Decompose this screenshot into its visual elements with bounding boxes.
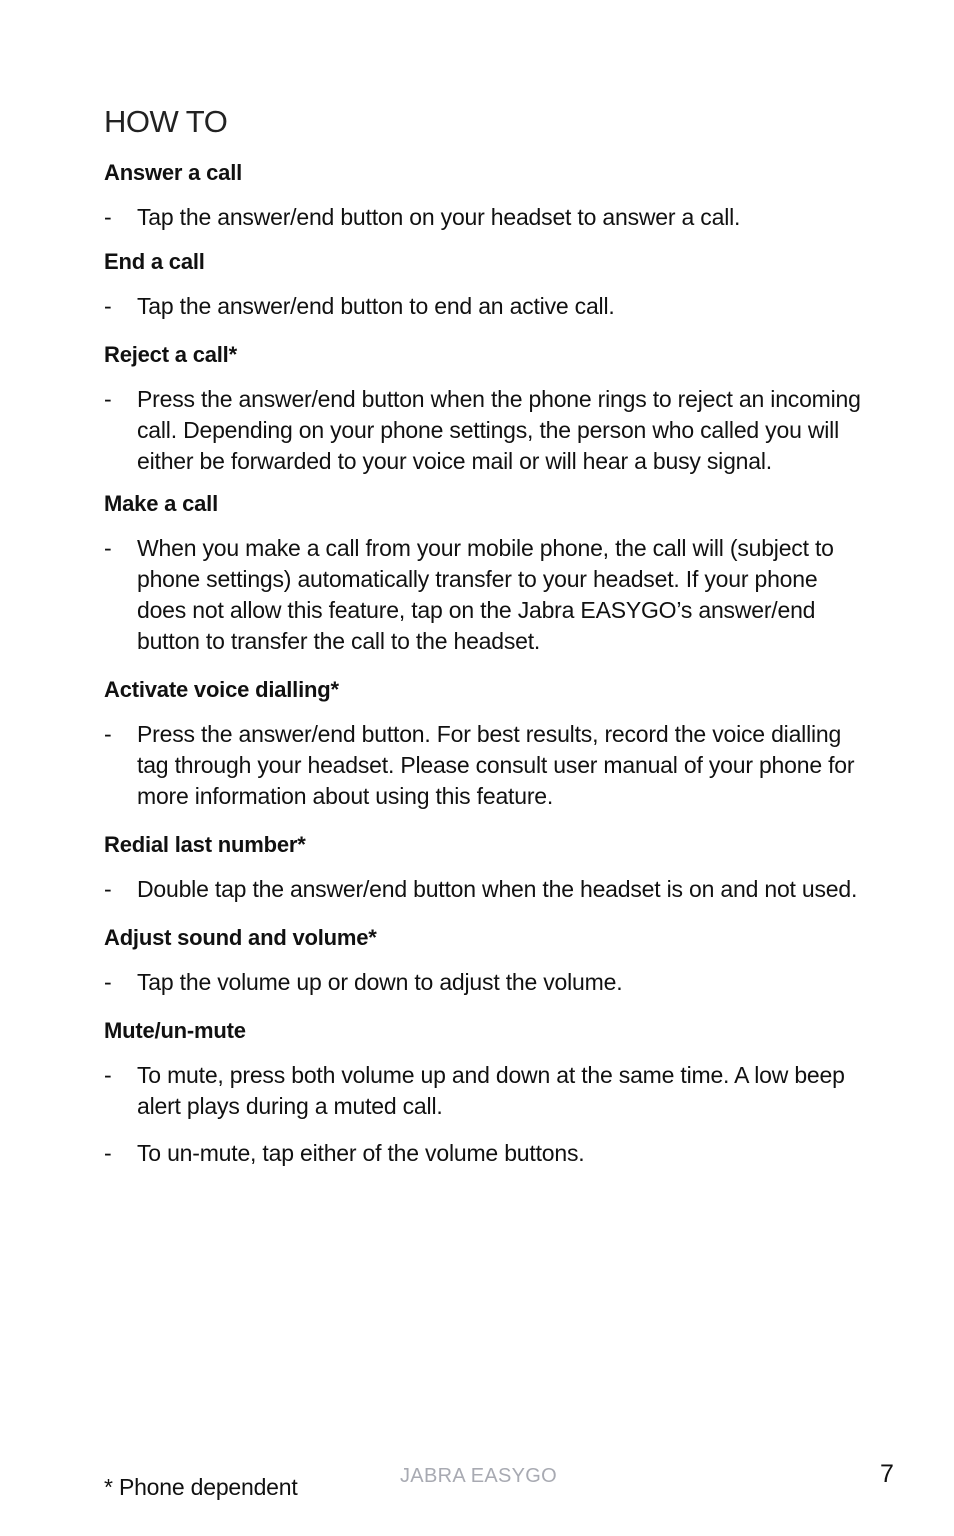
list-item-text: Double tap the answer/end button when the headset is on and not used. — [137, 876, 858, 902]
section-heading-reject-call: Reject a call* — [104, 342, 237, 367]
content — [104, 156, 864, 1169]
list-item — [104, 719, 864, 812]
bullet-dash: - — [104, 204, 112, 230]
section-heading-end-call: End a call — [104, 249, 205, 274]
list-item — [104, 291, 864, 322]
section-heading-make-call: Make a call — [104, 491, 218, 516]
bullet-dash: - — [104, 1062, 112, 1088]
section-heading-answer-call: Answer a call — [104, 160, 243, 185]
list-item — [104, 874, 864, 905]
list-item — [104, 1060, 864, 1122]
list-item-text: Tap the volume up or down to adjust the volume. — [137, 969, 623, 995]
list-item-text: To un-mute, tap either of the volume buttons. — [137, 1140, 585, 1166]
page-number: 7 — [880, 1460, 894, 1488]
list-item — [104, 533, 864, 657]
list-item-text: When you make a call from your mobile phone, the call will (subject to phone settings) automatically transfer to your headset. If your phone does not allow this feature, tap on the Jabra EASYGO’s answer/end button to transfer the call to the headset. — [137, 535, 834, 654]
list-item-text: Tap the answer/end button on your headset to answer a call. — [137, 204, 741, 230]
list-item — [104, 1138, 864, 1169]
bullet-dash: - — [104, 876, 112, 902]
list-item — [104, 967, 864, 998]
bullet-dash: - — [104, 293, 112, 319]
bullet-dash: - — [104, 1140, 112, 1166]
section-heading-mute: Mute/un-mute — [104, 1018, 246, 1043]
bullet-dash: - — [104, 386, 112, 412]
footer-brand: JABRA EASYGO — [400, 1465, 557, 1487]
list-item-text: Tap the answer/end button to end an active call. — [137, 293, 615, 319]
list-item — [104, 384, 864, 477]
list-item — [104, 202, 864, 233]
bullet-dash: - — [104, 721, 112, 747]
list-item-text: To mute, press both volume up and down at the same time. A low beep alert plays during a muted call. — [137, 1062, 845, 1119]
footnote: * Phone dependent — [104, 1474, 298, 1500]
bullet-dash: - — [104, 535, 112, 561]
section-heading-redial: Redial last number* — [104, 832, 306, 857]
page-title: HOW TO — [104, 104, 228, 139]
list-item-text: Press the answer/end button. For best results, record the voice dialling tag through your headset. Please consult user manual of your phone for more information about using this feature. — [137, 721, 855, 809]
list-item-text: Press the answer/end button when the phone rings to reject an incoming call. Depending on your phone settings, the person who called you will either be forwarded to your voice mail or will hear a busy signal. — [137, 386, 861, 474]
section-heading-voice-dialling: Activate voice dialling* — [104, 677, 339, 702]
bullet-dash: - — [104, 969, 112, 995]
section-heading-adjust-volume: Adjust sound and volume* — [104, 925, 377, 950]
